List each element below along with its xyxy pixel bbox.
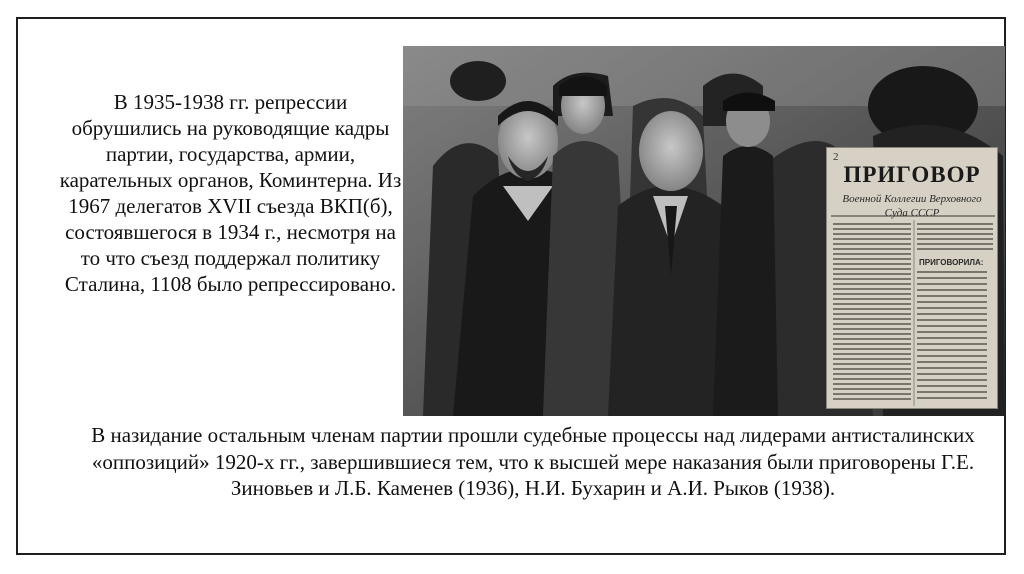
newspaper-subtitle-line2: Суда СССР bbox=[884, 207, 940, 219]
newspaper-subtitle-line1: Военной Коллегии Верховного bbox=[842, 193, 982, 205]
slide-frame bbox=[16, 17, 1006, 555]
historical-photo bbox=[403, 46, 1005, 416]
newspaper-text-columns bbox=[827, 148, 998, 409]
newspaper-title: ПРИГОВОР bbox=[843, 162, 981, 187]
intro-paragraph: В 1935-1938 гг. репрессии обрушились на руководящие кадры партии, государства, армии, карательных органов, Коминтерна. Из 1967 делегатов XVII съезда ВКП(б), состоявшегося в 1934 г., несмотря на то что съезд поддержал политику Сталина, 1108 было репрессировано. bbox=[59, 90, 402, 296]
newspaper-section-heading: ПРИГОВОРИЛА: bbox=[919, 258, 984, 267]
newspaper-page-number: 2 bbox=[833, 151, 839, 163]
trials-paragraph: В назидание остальным членам партии прошли судебные процессы над лидерами антисталинских «оппозиций» 1920-х гг., завершившиеся тем, что к высшей мере наказания были приговорены Г.Е. Зиновьев и Л.Б. Каменев (1936), Н.И. Бухарин и А.И. Рыков (1938). bbox=[91, 423, 975, 500]
newspaper-clipping bbox=[826, 147, 998, 409]
